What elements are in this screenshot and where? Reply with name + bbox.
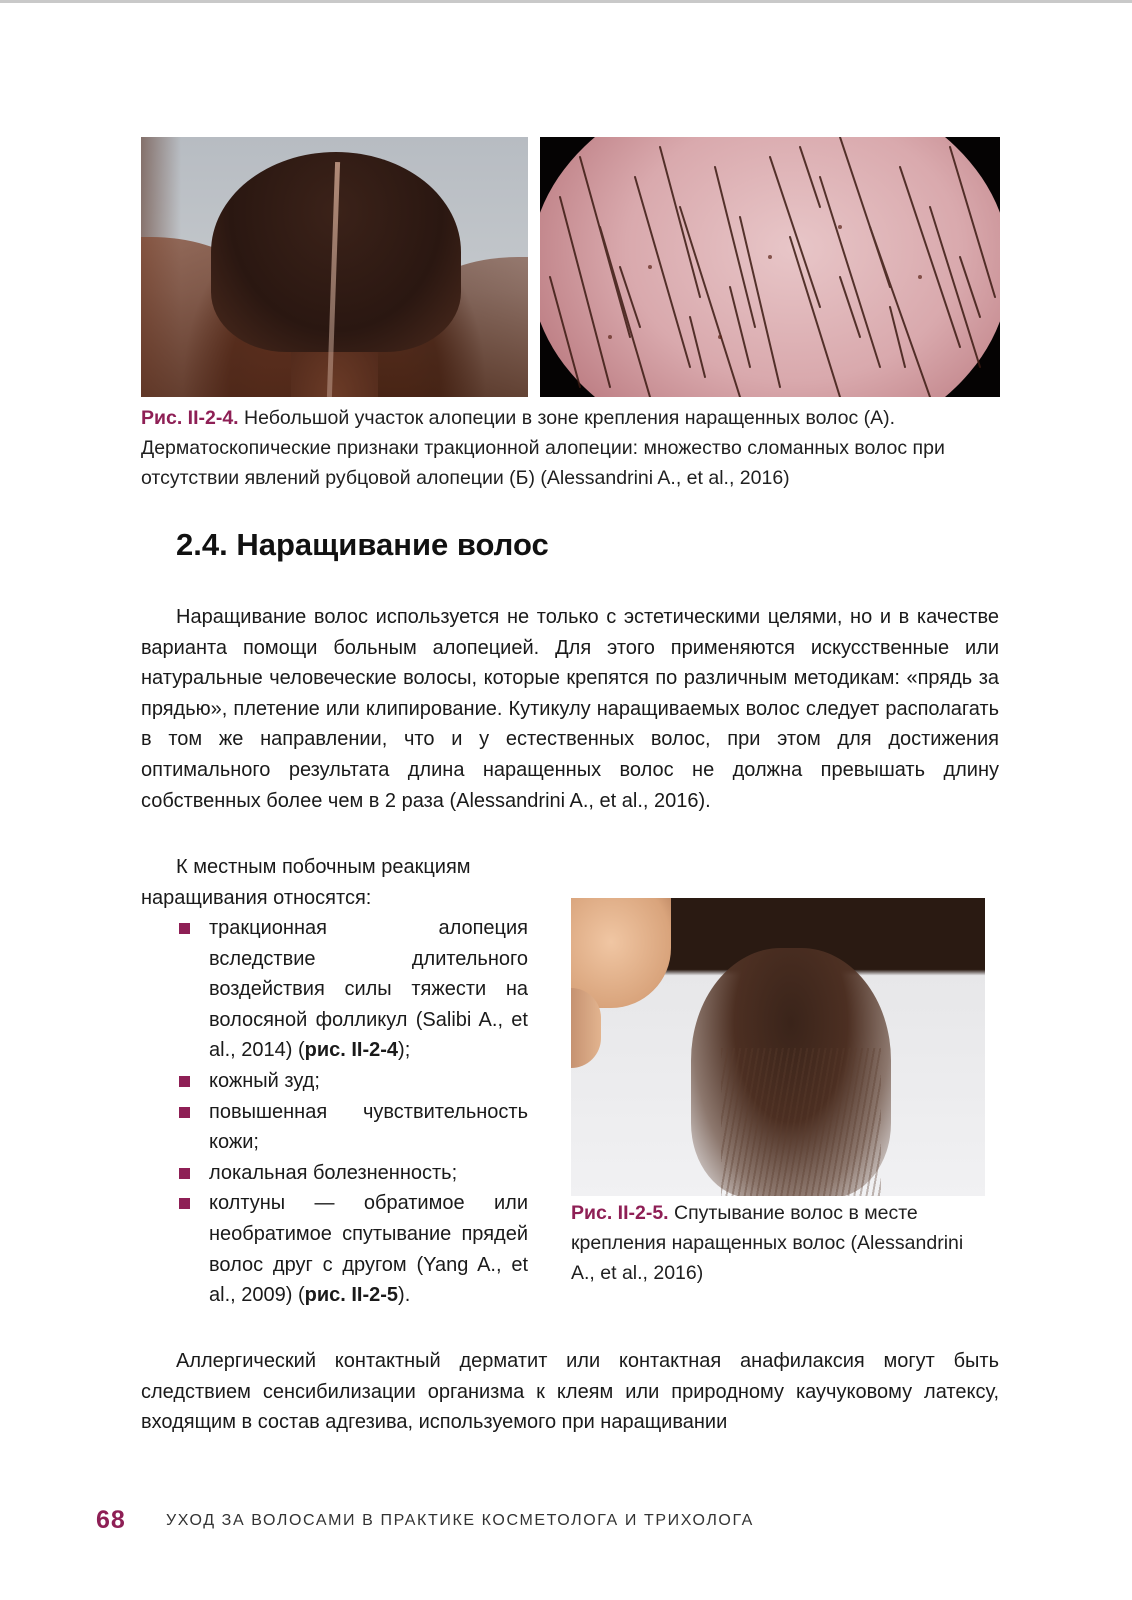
bullet-square-icon xyxy=(179,1168,190,1179)
page-number: 68 xyxy=(96,1506,126,1534)
body-paragraph-2: К местным побочным реакциям наращивания относятся: xyxy=(141,856,471,909)
list-item xyxy=(176,1158,528,1189)
photo-dermatoscopy xyxy=(540,137,1000,397)
figure-reference: рис. II-2-4 xyxy=(304,1039,399,1062)
list-item-text: кожный зуд; xyxy=(209,1069,320,1092)
photo-tangled-extensions xyxy=(571,898,985,1196)
list-item xyxy=(176,1097,528,1158)
list-item xyxy=(176,1066,528,1097)
bullet-square-icon xyxy=(179,1107,190,1118)
bullet-square-icon xyxy=(179,1076,190,1087)
dermatoscopy-hairs xyxy=(540,137,1000,397)
list-item-text: локальная болезненность; xyxy=(209,1161,458,1184)
list-item-text: повышенная чувствительность кожи; xyxy=(209,1100,528,1154)
figure-caption-ii-2-5 xyxy=(571,1198,991,1288)
hair-strands xyxy=(721,1048,881,1196)
figure-reference: рис. II-2-5 xyxy=(304,1284,399,1307)
figure-label: Рис. II-2-4. xyxy=(141,407,239,429)
bullet-square-icon xyxy=(179,1198,190,1209)
figure-caption-text: Небольшой участок алопеции в зоне крепления наращенных волос (А). Дерматоскопические признаки тракционной алопеции: множество сломанных волос при отсутствии явлений рубцовой алопеции (Б) (Alessandrini A., et al., 2016) xyxy=(141,407,945,489)
page-top-border xyxy=(0,0,1132,3)
running-footer-title: УХОД ЗА ВОЛОСАМИ В ПРАКТИКЕ КОСМЕТОЛОГА И ТРИХОЛОГА xyxy=(166,1512,754,1529)
list-item xyxy=(176,913,528,1066)
body-paragraph-1: Наращивание волос используется не только с эстетическими целями, но и в качестве варианта помощи больным алопецией. Для этого применяются искусственные или натуральные человеческие волосы, которые крепятся по различным методикам: «прядь за прядью», плетение или клипирование. Кутикулу наращиваемых волос следует располагать в том же направлении, что и у естественных волос, при этом для достижения оптимального результата длина наращенных волос не должна превышать длину собственных более чем в 2 раза (Alessandrini A., et al., 2016). xyxy=(141,606,999,812)
figure-label: Рис. II-2-5. xyxy=(571,1202,669,1224)
bullet-square-icon xyxy=(179,923,190,934)
list-item-text-end: ). xyxy=(398,1284,411,1307)
list-item-text: тракционная алопеция вследствие длительного воздействия силы тяжести на волосяной фолликул (Salibi A., et al., 2014) ( xyxy=(209,917,528,1062)
figure-caption-text: Спутывание волос в месте крепления наращенных волос (Alessandrini A., et al., 2016) xyxy=(571,1202,964,1284)
body-paragraph-3: Аллергический контактный дерматит или контактная анафилаксия могут быть следствием сенсибилизации организма к клеям или природному каучуковому латексу, входящим в состав адгезива, используемого при наращивании xyxy=(141,1350,999,1434)
section-heading: 2.4. Наращивание волос xyxy=(176,527,549,562)
list-item-text: колтуны — обратимое или необратимое спутывание прядей волос друг с другом (Yang A., et al., 2009) ( xyxy=(209,1192,528,1307)
photo-scalp-parting xyxy=(141,137,528,397)
list-item xyxy=(176,1188,528,1310)
list-item-text-end: ); xyxy=(398,1039,411,1062)
figure-caption-ii-2-4 xyxy=(141,403,1021,493)
side-effects-list xyxy=(176,913,528,1311)
